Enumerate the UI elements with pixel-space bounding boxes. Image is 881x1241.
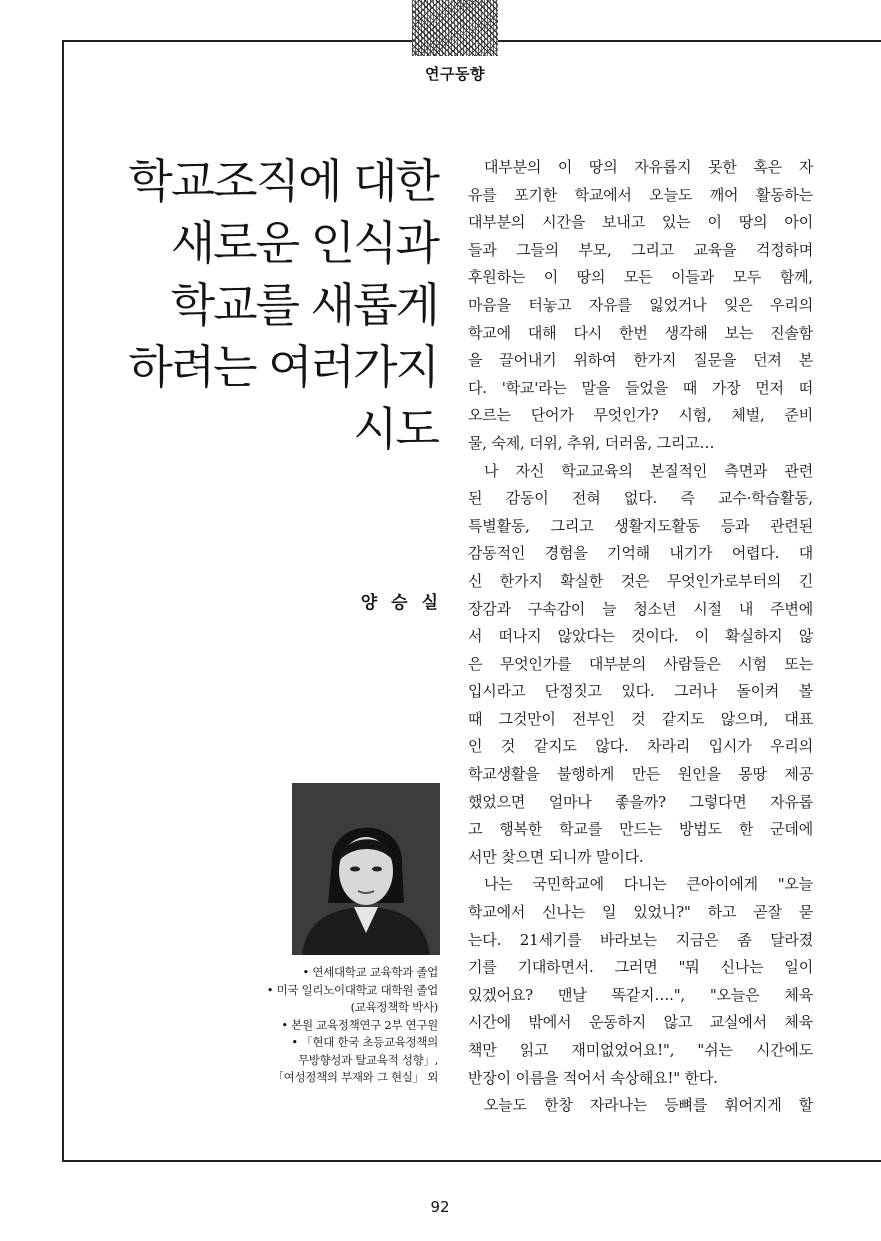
headline-line: 학교를 새롭게 xyxy=(170,278,438,332)
bio-line: 「여성정책의 부재와 그 현실」 외 xyxy=(272,1070,438,1084)
body-line: 학교생활을 불행하게 만든 원인을 몽땅 제공 xyxy=(468,765,813,784)
bio-line: (교육정책학 박사) xyxy=(350,1000,438,1014)
page-number: 92 xyxy=(430,1198,450,1216)
body-line: 했었으면 얼마나 좋을까? 그렇다면 자유롭 xyxy=(468,792,813,811)
body-line: 장감과 구속감이 늘 청소년 시절 내 주변에 xyxy=(468,599,813,618)
body-line: 오르는 단어가 무엇인가? 시험, 체벌, 준비 xyxy=(468,406,813,425)
body-line: 시간에 밖에서 운동하지 않고 교실에서 체육 xyxy=(468,1013,813,1032)
headline-line: 새로운 인식과 xyxy=(170,216,438,270)
body-line: 대부분의 이 땅의 자유롭지 못한 혹은 자 xyxy=(484,158,813,176)
body-line: 유를 포기한 학교에서 오늘도 깨어 활동하는 xyxy=(468,185,813,204)
body-line: 입시라고 단정짓고 있다. 그러나 돌이켜 볼 xyxy=(468,682,813,701)
body-line: 책만 읽고 재미없었어요!", "쉬는 시간에도 xyxy=(468,1041,813,1059)
body-line: 반장이 이름을 적어서 속상해요!" 한다. xyxy=(468,1068,718,1087)
body-line: 감동적인 경험을 기억해 내기가 어렵다. 대 xyxy=(468,544,813,563)
body-line: 나 자신 학교교육의 본질적인 측면과 관련 xyxy=(484,461,813,480)
article-headline xyxy=(78,150,438,460)
body-line: 나는 국민학교에 다니는 큰아이에게 "오늘 xyxy=(484,875,813,894)
section-header-pattern xyxy=(412,0,498,56)
author-name: 양승실 xyxy=(360,593,452,613)
bio-line: • 연세대학교 교육학과 졸업 xyxy=(302,965,438,979)
bio-line: • 본원 교육정책연구 2부 연구원 xyxy=(281,1017,438,1032)
body-line: 학교에서 신나는 일 있었니?" 하고 곧잘 묻 xyxy=(468,903,813,922)
body-line: 을 끌어내기 위하여 한가지 질문을 던져 본 xyxy=(468,351,813,370)
headline-line: 하려는 여러가지 xyxy=(128,340,438,394)
bio-line: • 미국 일리노이대학교 대학원 졸업 xyxy=(266,982,438,997)
body-line: 대부분의 시간을 보내고 있는 이 땅의 아이 xyxy=(468,213,813,232)
body-line: 때 그것만이 전부인 것 같지도 않으며, 대표 xyxy=(468,709,813,728)
body-line: 있겠어요? 맨날 똑같지….", "오늘은 체육 xyxy=(468,985,813,1004)
body-line: 된 감동이 전혀 없다. 즉 교수·학습활동, xyxy=(468,489,813,508)
body-line: 후원하는 이 땅의 모든 이들과 모두 함께, xyxy=(468,268,813,287)
body-line: 서 떠나지 않았다는 것이다. 이 확실하지 않 xyxy=(468,627,813,646)
body-line: 특별활동, 그리고 생활지도활동 등과 관련된 xyxy=(468,516,813,535)
body-line: 는다. 21세기를 바라보는 지금은 좀 달라졌 xyxy=(468,930,813,949)
bio-line: 무방향성과 탈교육적 성향」, xyxy=(297,1052,438,1067)
author-photo xyxy=(292,783,440,955)
article-body xyxy=(468,154,813,1120)
body-line: 고 행복한 학교를 만드는 방법도 한 군데에 xyxy=(468,820,813,839)
body-line: 서만 찾으면 되니까 말이다. xyxy=(468,847,644,866)
author-bio xyxy=(208,964,438,1087)
body-line: 인 것 같지도 않다. 차라리 입시가 우리의 xyxy=(468,737,813,756)
section-label: 연구동향 xyxy=(425,65,485,83)
body-line: 오늘도 한창 자라나는 등뼈를 휘어지게 할 xyxy=(484,1096,813,1115)
body-line: 신 한가지 확실한 것은 무엇인가로부터의 긴 xyxy=(468,571,813,590)
frame-top-rule-right xyxy=(498,40,881,42)
body-line: 마음을 터놓고 자유를 잃었거나 잊은 우리의 xyxy=(468,295,813,314)
headline-line: 시도 xyxy=(353,402,438,456)
frame-bottom-rule xyxy=(62,1160,881,1162)
body-line: 은 무엇인가를 대부분의 사람들은 시험 또는 xyxy=(468,654,813,673)
author-portrait-icon xyxy=(292,783,440,955)
body-line: 들과 그들의 부모, 그리고 교육을 걱정하며 xyxy=(468,240,813,259)
body-line: 물, 숙제, 더위, 추위, 더러움, 그리고… xyxy=(468,433,715,452)
frame-top-rule-left xyxy=(62,40,412,42)
frame-left-rule xyxy=(62,40,64,1160)
body-line: 기를 기대하면서. 그러면 "뭐 신나는 일이 xyxy=(468,958,813,977)
bio-line: • 「현대 한국 초등교육정책의 xyxy=(291,1035,438,1049)
body-line: 학교에 대해 다시 한번 생각해 보는 진솔함 xyxy=(468,323,813,342)
body-line: 다. '학교'라는 말을 들었을 때 가장 먼저 떠 xyxy=(468,378,813,397)
headline-line: 학교조직에 대한 xyxy=(128,154,438,208)
